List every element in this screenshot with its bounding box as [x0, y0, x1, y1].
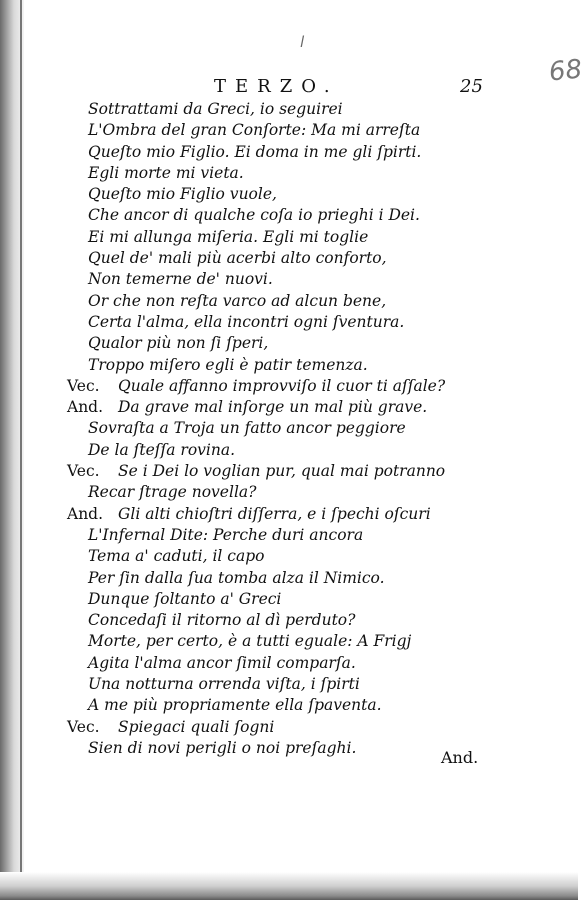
verse-line	[0, 142, 578, 163]
verse-line	[0, 397, 578, 418]
verse-line	[0, 291, 578, 312]
verse-line	[0, 717, 578, 738]
verse-text: Una notturna orrenda viſta, i ſpirti	[88, 675, 360, 694]
verse-text: Non temerne de' nuovi.	[88, 270, 273, 289]
verse-text: Gli alti chioſtri diſſerra, e i ſpechi oſcuri	[118, 504, 431, 523]
page-number: 25	[460, 76, 483, 97]
verse-text: Morte, per certo, è a tutti eguale: A Frigj	[88, 632, 412, 651]
verse-text: Da grave mal inſorge un mal più grave.	[118, 398, 428, 417]
verse-line	[0, 312, 578, 333]
verse-line	[0, 184, 578, 205]
verse-text: Quale affanno improvviſo il cuor ti aſſale?	[118, 376, 446, 395]
verse-line	[0, 99, 578, 120]
verse-text: Ei mi allunga miſeria. Egli mi toglie	[88, 227, 369, 246]
verse-line	[0, 674, 578, 695]
verse-line	[0, 525, 578, 546]
verse-line	[0, 269, 578, 290]
verse-text: Certa l'alma, ella incontri ogni ſventura.	[88, 312, 405, 331]
verse-block	[0, 99, 578, 759]
verse-text: L'Ombra del gran Conſorte: Ma mi arreſta	[88, 121, 421, 140]
verse-text: Queſto mio Figlio. Ei doma in me gli ſpirti.	[88, 142, 422, 161]
verse-line	[0, 120, 578, 141]
verse-line	[0, 355, 578, 376]
verse-text: Sien di novi perigli o noi preſaghi.	[88, 738, 357, 757]
verse-line	[0, 461, 578, 482]
verse-line	[0, 631, 578, 652]
speaker-label: Vec.	[67, 462, 100, 481]
verse-line	[0, 610, 578, 631]
verse-line	[0, 376, 578, 397]
speaker-label: Vec.	[67, 717, 100, 736]
verse-text: Or che non reſta varco ad alcun bene,	[88, 291, 387, 310]
verse-text: Spiegaci quali ſogni	[118, 717, 275, 736]
verse-line	[0, 504, 578, 525]
catchword: And.	[441, 748, 479, 767]
verse-line	[0, 695, 578, 716]
verse-text: L'Infernal Dite: Perche duri ancora	[88, 525, 364, 544]
verse-line	[0, 568, 578, 589]
verse-text: A me più propriamente ella ſpaventa.	[88, 696, 382, 715]
verse-text: Se i Dei lo voglian pur, qual mai potranno	[118, 462, 446, 481]
verse-line	[0, 227, 578, 248]
verse-text: Dunque ſoltanto a' Greci	[88, 589, 282, 608]
verse-line	[0, 163, 578, 184]
verse-line	[0, 738, 578, 759]
verse-line	[0, 205, 578, 226]
verse-text: Qualor più non ſi ſperi,	[88, 334, 269, 353]
verse-line	[0, 440, 578, 461]
verse-line	[0, 418, 578, 439]
verse-text: Troppo miſero egli è patir temenza.	[88, 355, 368, 374]
verse-text: Concedaſi il ritorno al dì perduto?	[88, 611, 356, 630]
speaker-label: And.	[67, 398, 104, 417]
verse-text: Sovraſta a Troja un fatto ancor peggiore	[88, 419, 406, 438]
verse-text: Per ſin dalla ſua tomba alza il Nimico.	[88, 568, 385, 587]
verse-line	[0, 546, 578, 567]
verse-text: De la ſteſſa rovina.	[88, 440, 236, 459]
verse-text: Recar ſtrage novella?	[88, 483, 257, 502]
verse-text: Tema a' caduti, il capo	[88, 547, 265, 566]
page-bottom-edge	[0, 872, 578, 900]
verse-line	[0, 589, 578, 610]
running-head: TERZO.	[214, 76, 339, 97]
verse-line	[0, 333, 578, 354]
verse-text: Egli morte mi vieta.	[88, 163, 244, 182]
pencil-annotation: 68	[547, 54, 584, 88]
verse-line	[0, 653, 578, 674]
verse-text: Queſto mio Figlio vuole,	[88, 185, 277, 204]
speaker-label: And.	[67, 504, 104, 523]
verse-line	[0, 248, 578, 269]
verse-text: Quel de' mali più acerbi alto conforto,	[88, 249, 387, 268]
verse-text: Agita l'alma ancor ſimil comparſa.	[88, 653, 356, 672]
verse-text: Che ancor di qualche coſa io prieghi i Dei.	[88, 206, 420, 225]
verse-text: Sottrattami da Greci, io seguirei	[88, 100, 343, 118]
speaker-label: Vec.	[67, 376, 100, 395]
verse-line	[0, 482, 578, 503]
ink-mark: ǀ	[300, 32, 305, 51]
